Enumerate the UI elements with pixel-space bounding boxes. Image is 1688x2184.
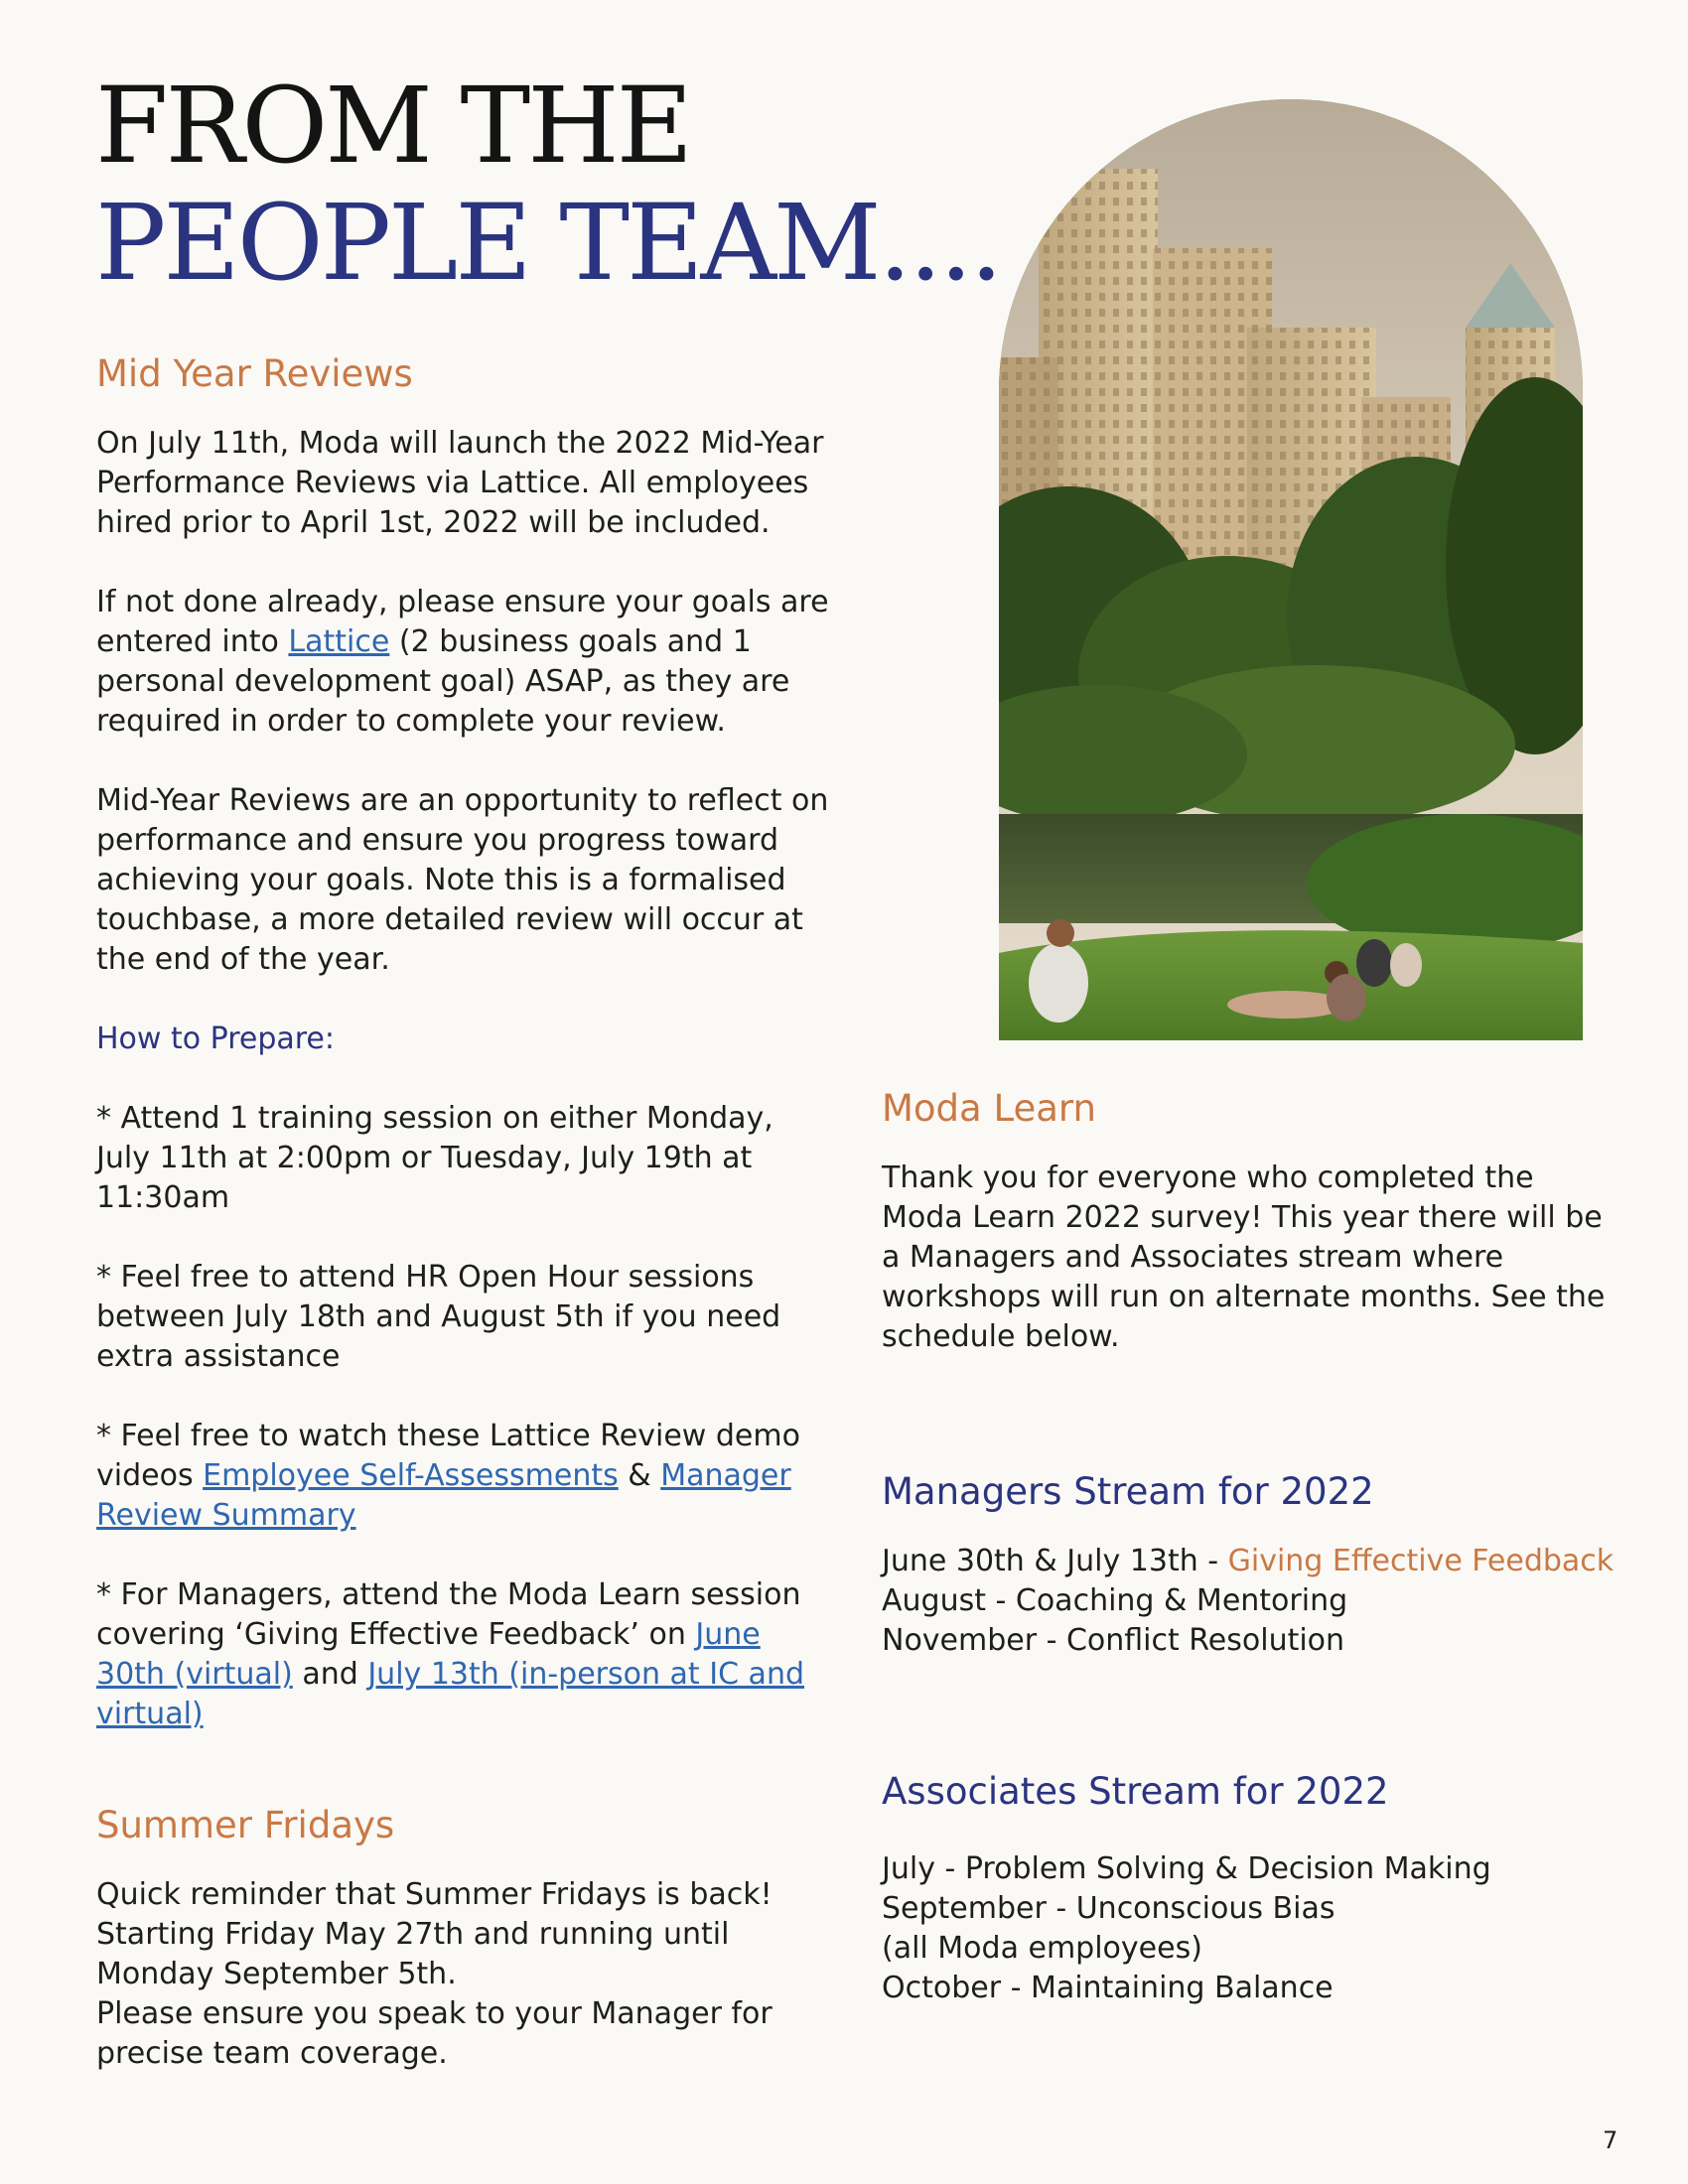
and-text: and [292, 1657, 368, 1692]
managers-session-text: * For Managers, attend the Moda Learn session covering ‘Giving Effective Feedback’ on [96, 1577, 801, 1652]
how-to-prepare-heading: How to Prepare: [96, 1022, 335, 1056]
managers-row-dates: June 30th & July 13th - [882, 1544, 1228, 1578]
page-title [95, 65, 1001, 304]
moda-learn-text: Thank you for everyone who completed the Moda Learn 2022 survey! This year there will be a Managers and Associates stream where workshops will run on alternate months. See the schedule below. [882, 1160, 1606, 1354]
managers-row-feedback [882, 1542, 1617, 1581]
associates-row-balance: October - Maintaining Balance [882, 1971, 1334, 2005]
giving-effective-feedback-highlight: Giving Effective Feedback [1227, 1544, 1615, 1578]
left-column [96, 352, 831, 2074]
prepare-bullet-training: * Attend 1 training session on either Monday, July 11th at 2:00pm or Tuesday, July 19th at 11:30am [96, 1101, 774, 1215]
right-column [882, 1087, 1617, 2008]
mid-year-p2-text-end: (2 business goals and 1 personal development goal) ASAP, as they are required in order to complete your review. [96, 624, 790, 739]
title-line-2: PEOPLE TEAM.... [95, 182, 1001, 304]
employee-self-assessments-link[interactable]: Employee Self-Assessments [203, 1458, 619, 1493]
mid-year-paragraph-2 [96, 583, 831, 742]
ampersand-text: & [618, 1458, 661, 1493]
prepare-bullet-demo-videos [96, 1417, 831, 1536]
associates-row-problem-solving: July - Problem Solving & Decision Making [882, 1851, 1491, 1886]
summer-fridays-heading: Summer Fridays [96, 1804, 395, 1846]
title-line-1: FROM THE [95, 65, 691, 187]
summer-fridays-text: Quick reminder that Summer Fridays is back! Starting Friday May 27th and running until Monday September 5th. [96, 1877, 773, 1991]
lattice-link[interactable]: Lattice [288, 624, 390, 659]
associates-row-all-employees: (all Moda employees) [882, 1931, 1202, 1966]
managers-row-coaching: August - Coaching & Mentoring [882, 1583, 1348, 1618]
managers-row-conflict: November - Conflict Resolution [882, 1623, 1345, 1658]
mid-year-paragraph-1: On July 11th, Moda will launch the 2022 Mid-Year Performance Reviews via Lattice. All employees hired prior to April 1st, 2022 will be included. [96, 426, 824, 540]
associates-stream-heading: Associates Stream for 2022 [882, 1770, 1389, 1813]
june-30th-virtual-link[interactable]: June 30th (virtual) [96, 1617, 761, 1692]
july-13th-in-person-link[interactable]: July 13th (in-person at IC and virtual) [96, 1657, 805, 1731]
demo-videos-text: * Feel free to watch these Lattice Review demo videos [96, 1419, 800, 1493]
prepare-bullet-managers [96, 1575, 831, 1734]
moda-learn-heading: Moda Learn [882, 1087, 1096, 1130]
prepare-bullet-open-hours: * Feel free to attend HR Open Hour sessions between July 18th and August 5th if you need extra assistance [96, 1260, 781, 1374]
summer-fridays-coverage-text: Please ensure you speak to your Manager for precise team coverage. [96, 1996, 773, 2071]
manager-review-summary-link[interactable]: Manager Review Summary [96, 1458, 791, 1533]
park-skyline-photo [999, 99, 1583, 1040]
mid-year-paragraph-3: Mid-Year Reviews are an opportunity to reflect on performance and ensure you progress toward achieving your goals. Note this is a formalised touchbase, a more detailed review will occur at the end of the year. [96, 783, 829, 977]
mid-year-reviews-heading: Mid Year Reviews [96, 352, 413, 395]
mid-year-p2-text: If not done already, please ensure your goals are entered into [96, 585, 829, 659]
page-number: 7 [1603, 2126, 1618, 2154]
managers-stream-heading: Managers Stream for 2022 [882, 1470, 1374, 1513]
associates-row-unconscious-bias: September - Unconscious Bias [882, 1891, 1336, 1926]
